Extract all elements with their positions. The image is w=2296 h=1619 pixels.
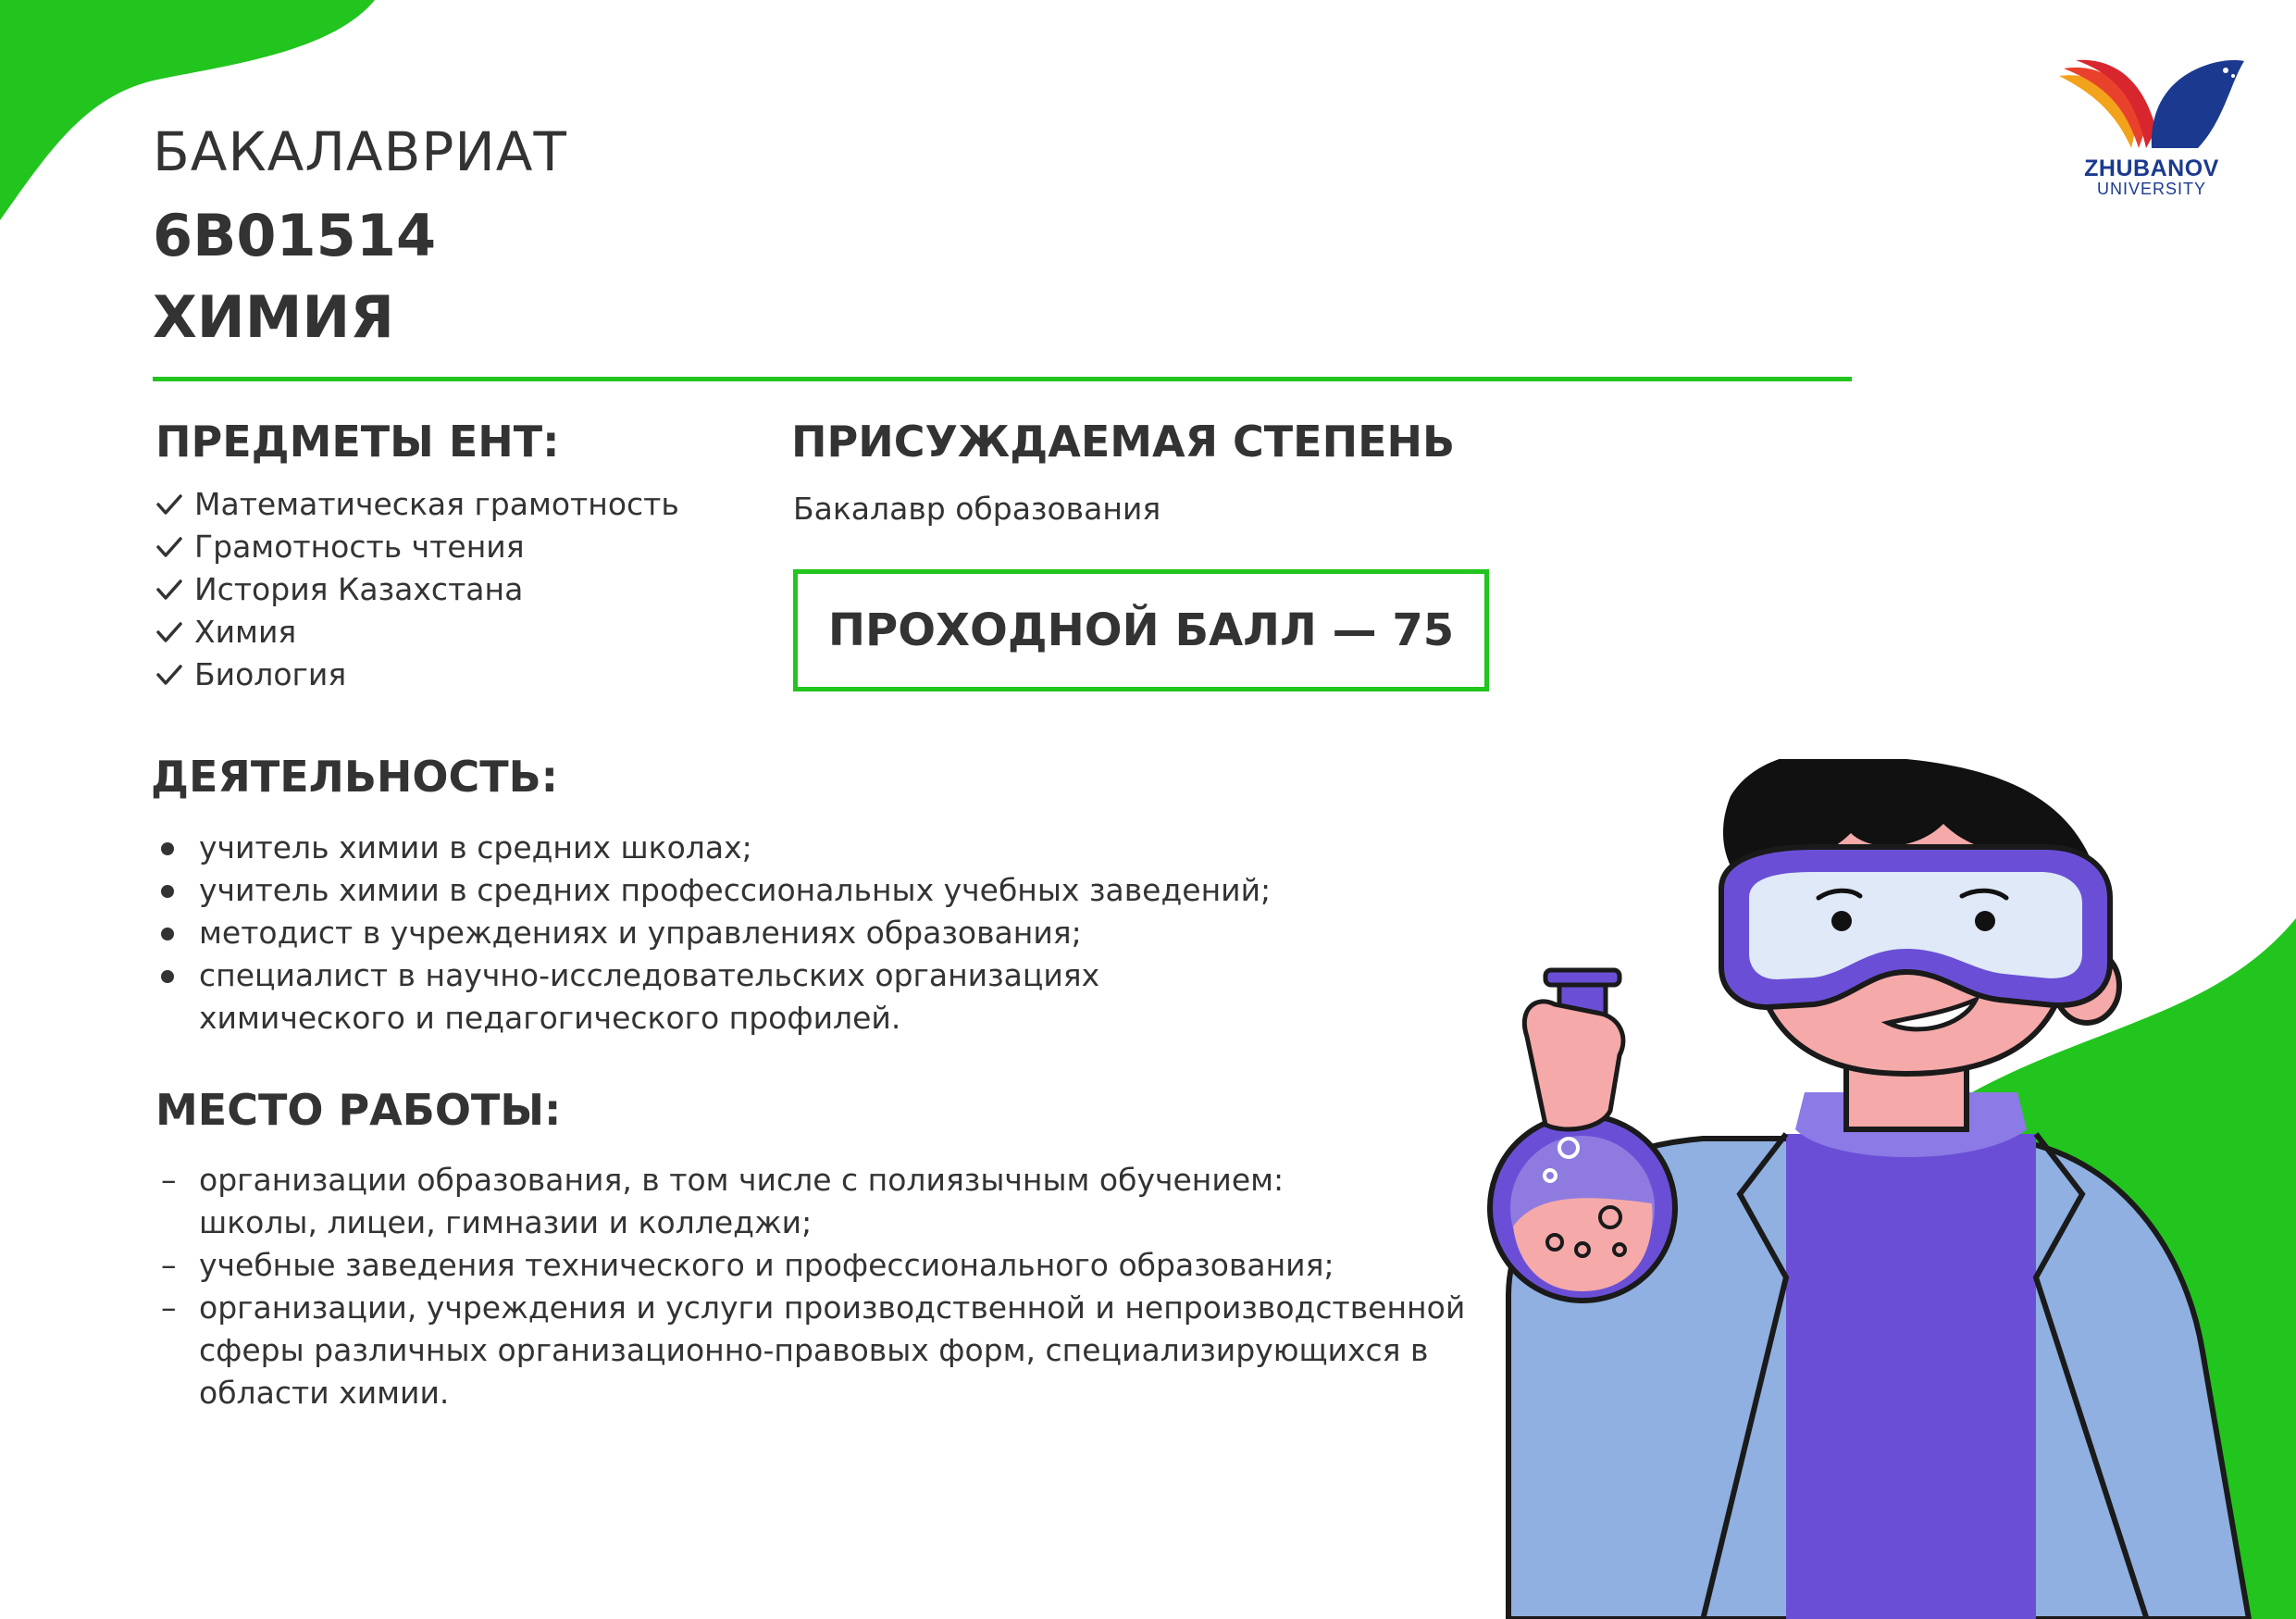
- dash-icon: –: [161, 1247, 177, 1283]
- list-item: [155, 654, 679, 696]
- ent-subject-label: Химия: [194, 614, 297, 650]
- green-blob-top-left: [0, 0, 389, 227]
- list-item: [159, 954, 1124, 1040]
- dash-icon: –: [161, 1162, 177, 1198]
- workplace-list: [159, 1159, 1473, 1414]
- activity-title: ДЕЯТЕЛЬНОСТЬ:: [151, 752, 559, 802]
- activity-item-text: методист в учреждениях и управлениях образования;: [199, 915, 1082, 951]
- list-item: [155, 568, 679, 611]
- activity-item-text: специалист в научно-исследовательских организациях химического и педагогического профилей.: [199, 957, 1100, 1036]
- logo-subtitle: UNIVERSITY: [2096, 180, 2207, 198]
- header-divider: [153, 377, 1852, 381]
- bullet-icon: [161, 928, 174, 940]
- activity-list: [159, 827, 1436, 1040]
- right-eye: [1975, 911, 1995, 931]
- chemist-illustration: [1481, 759, 2277, 1619]
- list-item: [155, 526, 679, 568]
- ent-subject-label: История Казахстана: [194, 571, 524, 607]
- ent-subjects-title: ПРЕДМЕТЫ ЕНТ:: [155, 417, 560, 467]
- list-item: [159, 1159, 1291, 1244]
- left-eye: [1831, 911, 1852, 931]
- workplace-title: МЕСТО РАБОТЫ:: [155, 1085, 562, 1135]
- degree-title: ПРИСУЖДАЕМАЯ СТЕПЕНЬ: [791, 417, 1456, 467]
- activity-item-text: учитель химии в средних профессиональных учебных заведений;: [199, 872, 1272, 908]
- checkmark-icon: [155, 661, 183, 689]
- program-level: БАКАЛАВРИАТ: [153, 120, 567, 183]
- program-code: 6В01514: [153, 202, 437, 269]
- program-name: ХИМИЯ: [153, 283, 395, 351]
- bullet-icon: [161, 842, 174, 855]
- list-item: [155, 611, 679, 654]
- checkmark-icon: [155, 533, 183, 561]
- list-item: [159, 869, 1436, 912]
- ent-subject-label: Математическая грамотность: [194, 486, 679, 522]
- university-logo: [2050, 56, 2253, 204]
- workplace-item-text: организации образования, в том числе с полиязычным обучением: школы, лицеи, гимназии и колледжи;: [199, 1162, 1285, 1240]
- shirt: [1786, 1134, 2036, 1619]
- workplace-item-text: организации, учреждения и услуги производственной и непроизводственной сферы различных организационно-правовых форм, специализирующихся в области химии.: [199, 1289, 1466, 1411]
- list-item: [159, 1244, 1473, 1287]
- degree-value: Бакалавр образования: [793, 491, 1161, 527]
- ent-subject-label: Грамотность чтения: [194, 529, 525, 565]
- dash-icon: –: [161, 1289, 177, 1326]
- logo-emblem-icon: [2050, 56, 2253, 157]
- passing-score-text: ПРОХОДНОЙ БАЛЛ — 75: [827, 604, 1455, 656]
- bullet-icon: [161, 970, 174, 983]
- logo-wordmark: ZHUBANOV: [2084, 156, 2219, 181]
- checkmark-icon: [155, 618, 183, 646]
- list-item: [155, 483, 679, 526]
- passing-score-box: [793, 569, 1489, 691]
- ent-subjects-list: [155, 483, 679, 696]
- bullet-icon: [161, 885, 174, 898]
- activity-item-text: учитель химии в средних школах;: [199, 829, 752, 866]
- list-item: [159, 827, 1436, 869]
- checkmark-icon: [155, 491, 183, 518]
- workplace-item-text: учебные заведения технического и профессионального образования;: [199, 1247, 1334, 1283]
- list-item: [159, 912, 1436, 954]
- flask-rim: [1545, 970, 1620, 985]
- list-item: [159, 1287, 1513, 1414]
- checkmark-icon: [155, 576, 183, 604]
- ent-subject-label: Биология: [194, 656, 347, 692]
- hand: [1524, 1002, 1623, 1129]
